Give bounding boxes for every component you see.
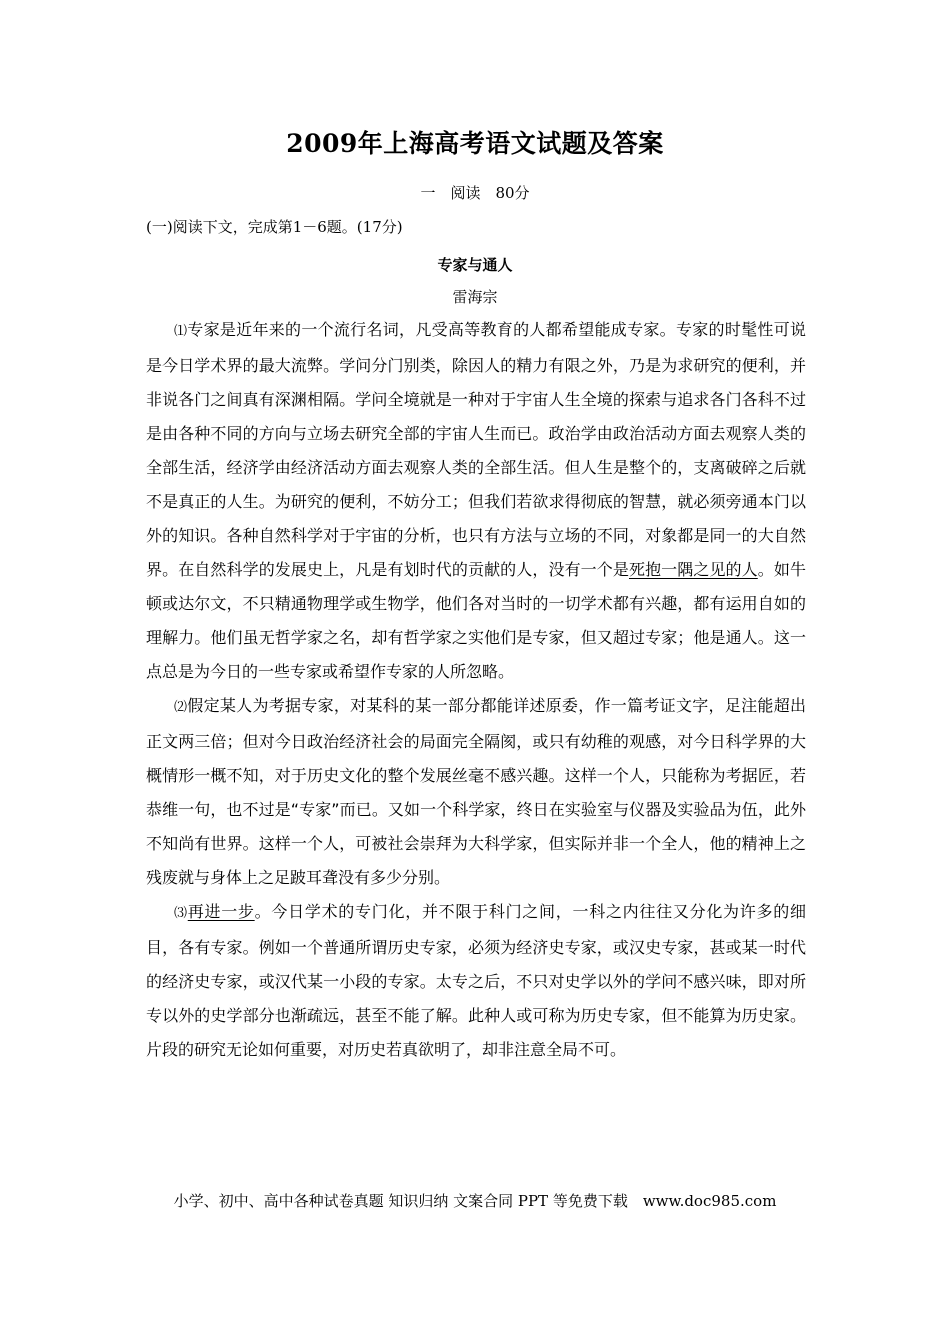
- underlined-phrase: 死抱一隅之见的人: [628, 560, 758, 579]
- paragraph-text: 。如牛顿或达尔文，不只精通物理学或生物学，他们各对当时的一切学术都有兴趣，都有运用自如的理解力。他们虽无哲学家之名，却有哲学家之实他们是专家，但又超过专家；他是通人。这一点总是为今日的一些专家或希望作专家的人所忽略。: [146, 560, 806, 681]
- article-body: [146, 313, 806, 1067]
- paragraph-1: [146, 313, 806, 689]
- question-instruction: (一)阅读下文，完成第1－6题。(17分): [146, 218, 403, 236]
- paragraph-number: ⑵: [174, 700, 188, 715]
- paragraph-2: [146, 689, 806, 895]
- paragraph-text: 专家是近年来的一个流行名词，凡受高等教育的人都希望能成专家。专家的时髦性可说是今日学术界的最大流弊。学问分门别类，除因人的精力有限之外，乃是为求研究的便利，并非说各门之间真有深渊相隔。学问全境就是一种对于宇宙人生全境的探索与追求各门各科不过是由各种不同的方向与立场去研究全部的宇宙人生而已。政治学由政治活动方面去观察人类的全部生活，经济学由经济活动方面去观察人类的全部生活。但人生是整个的，支离破碎之后就不是真正的人生。为研究的便利，不妨分工；但我们若欲求得彻底的智慧，就必须旁通本门以外的知识。各种自然科学对于宇宙的分析，也只有方法与立场的不同，对象都是同一的大自然界。在自然科学的发展史上，凡是有划时代的贡献的人，没有一个是: [146, 320, 806, 579]
- paragraph-number: ⑶: [174, 906, 188, 921]
- underlined-phrase: 再进一步: [187, 902, 255, 921]
- page-footer: 小学、初中、高中各种试卷真题 知识归纳 文案合同 PPT 等免费下载 www.doc985.com: [173, 1192, 777, 1210]
- article-author: 雷海宗: [452, 288, 498, 306]
- document-title: 2009年上海高考语文试题及答案: [286, 129, 664, 158]
- section-heading: 一 阅读 80分: [420, 184, 530, 202]
- paragraph-text: 假定某人为考据专家，对某科的某一部分都能详述原委，作一篇考证文字，足注能超出正文两三倍；但对今日政治经济社会的局面完全隔阂，或只有幼稚的观感，对今日科学界的大概情形一概不知，对于历史文化的整个发展丝毫不感兴趣。这样一个人，只能称为考据匠，若恭维一句，也不过是“专家”而已。又如一个科学家，终日在实验室与仪器及实验品为伍，此外不知尚有世界。这样一个人，可被社会崇拜为大科学家，但实际并非一个全人，他的精神上之残废就与身体上之足跛耳聋没有多少分别。: [146, 696, 806, 887]
- paragraph-text: 。今日学术的专门化，并不限于科门之间，一科之内往往又分化为许多的细目，各有专家。例如一个普通所谓历史专家，必须为经济史专家，或汉史专家，甚或某一时代的经济史专家，或汉代某一小段的专家。太专之后，不只对史学以外的学问不感兴味，即对所专以外的史学部分也渐疏远，甚至不能了解。此种人或可称为历史专家，但不能算为历史家。片段的研究无论如何重要，对历史若真欲明了，却非注意全局不可。: [146, 902, 806, 1059]
- paragraph-3: [146, 895, 806, 1067]
- article-title: 专家与通人: [437, 256, 513, 274]
- paragraph-number: ⑴: [174, 324, 188, 339]
